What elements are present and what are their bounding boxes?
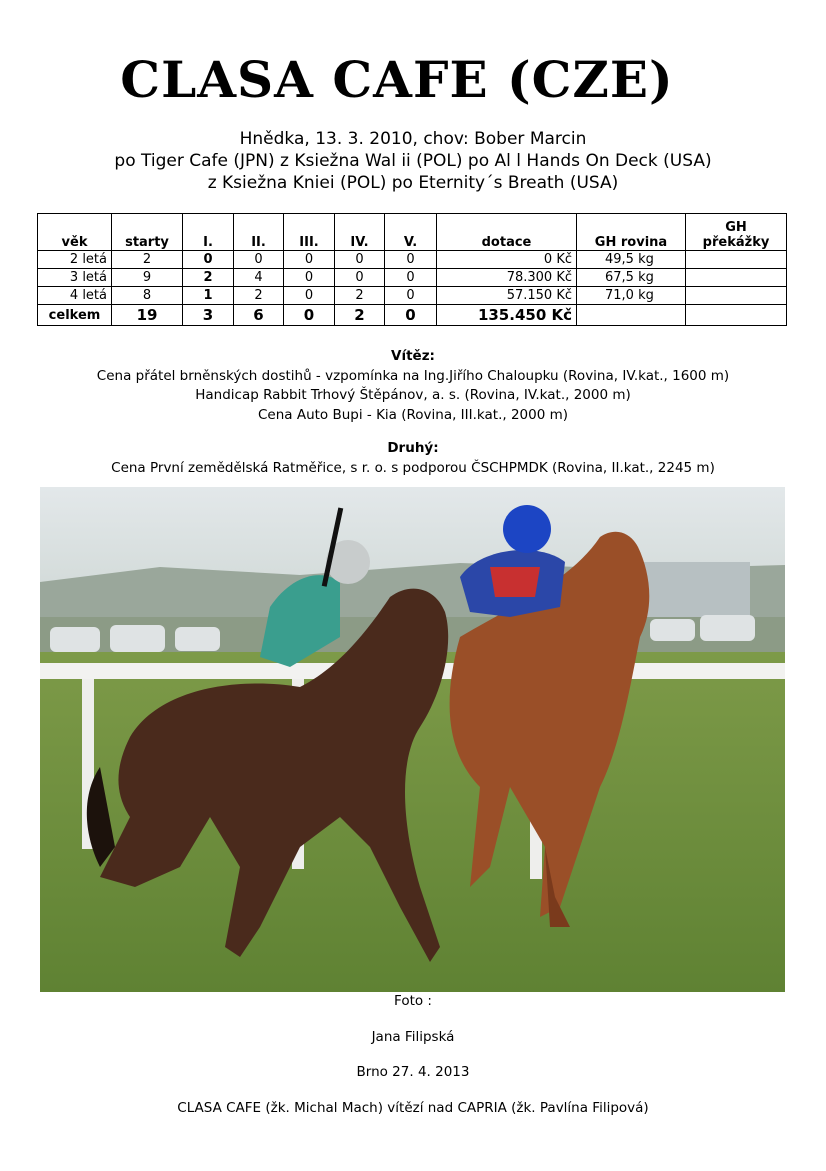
winner-heading: Vítěz: xyxy=(391,348,435,364)
photo-description: CLASA CAFE (žk. Michal Mach) vítězí nad CAPRIA (žk. Pavlína Filipová) xyxy=(177,1100,649,1116)
cell-first: 3 xyxy=(183,305,234,326)
col-first: I. xyxy=(183,214,234,251)
second-heading: Druhý: xyxy=(387,440,439,456)
cell-fifth: 0 xyxy=(385,251,437,269)
winner-race-3: Cena Auto Bupi - Kia (Rovina, III.kat., 2000 m) xyxy=(257,406,569,423)
col-second: II. xyxy=(234,214,284,251)
cell-fifth: 0 xyxy=(385,305,437,326)
cell-first: 1 xyxy=(183,287,234,305)
cell-gh-flat: 71,0 kg xyxy=(577,287,686,305)
winner-race-2: Handicap Rabbit Trhový Štěpánov, a. s. (Rovina, IV.kat., 2000 m) xyxy=(195,387,631,403)
cell-gh-jump xyxy=(686,251,787,269)
cell-starts: 2 xyxy=(112,251,183,269)
cell-gh-flat: 49,5 kg xyxy=(577,251,686,269)
cell-fourth: 2 xyxy=(335,287,385,305)
cell-fourth: 0 xyxy=(335,269,385,287)
col-age: věk xyxy=(38,214,112,251)
cell-second: 0 xyxy=(234,251,284,269)
cell-third: 0 xyxy=(284,269,335,287)
col-fourth: IV. xyxy=(335,214,385,251)
cell-gh-flat xyxy=(577,305,686,326)
photo-author: Jana Filipská xyxy=(371,1029,455,1045)
stats-total-row xyxy=(38,305,787,326)
cell-starts: 9 xyxy=(112,269,183,287)
cell-age: 2 letá xyxy=(38,251,112,269)
cell-gh-jump xyxy=(686,269,787,287)
cell-fourth: 0 xyxy=(335,251,385,269)
cell-age: 3 letá xyxy=(38,269,112,287)
col-prize: dotace xyxy=(437,214,577,251)
cell-gh-jump xyxy=(686,305,787,326)
cell-prize: 135.450 Kč xyxy=(437,305,577,326)
cell-second: 2 xyxy=(234,287,284,305)
cell-age: 4 letá xyxy=(38,287,112,305)
cell-gh-jump xyxy=(686,287,787,305)
stats-header-row xyxy=(38,214,787,251)
pedigree-line-1: Hnědka, 13. 3. 2010, chov: Bober Marcin xyxy=(239,129,587,149)
cell-first: 0 xyxy=(183,251,234,269)
table-row xyxy=(38,287,787,305)
cell-starts: 8 xyxy=(112,287,183,305)
stats-table xyxy=(37,213,787,326)
winner-race-1: Cena přátel brněnských dostihů - vzpomínka na Ing.Jiřího Chaloupku (Rovina, IV.kat., 1600 m) xyxy=(96,367,730,384)
cell-starts: 19 xyxy=(112,305,183,326)
pedigree-block xyxy=(0,128,826,194)
cell-prize: 0 Kč xyxy=(437,251,577,269)
cell-prize: 57.150 Kč xyxy=(437,287,577,305)
cell-third: 0 xyxy=(284,305,335,326)
cell-second: 6 xyxy=(234,305,284,326)
pedigree-line-2: po Tiger Cafe (JPN) z Ksiežna Wal ii (POL) po Al l Hands On Deck (USA) xyxy=(114,151,712,171)
caption-label: Foto : xyxy=(394,993,432,1009)
cell-second: 4 xyxy=(234,269,284,287)
race-photo xyxy=(40,487,785,992)
cell-fifth: 0 xyxy=(385,287,437,305)
table-row xyxy=(38,269,787,287)
cell-fifth: 0 xyxy=(385,269,437,287)
cell-third: 0 xyxy=(284,251,335,269)
col-gh-jump: GH překážky xyxy=(686,214,787,251)
col-starts: starty xyxy=(112,214,183,251)
cell-prize: 78.300 Kč xyxy=(437,269,577,287)
cell-first: 2 xyxy=(183,269,234,287)
cell-gh-flat: 67,5 kg xyxy=(577,269,686,287)
race-results xyxy=(0,347,826,478)
col-fifth: V. xyxy=(385,214,437,251)
col-third: III. xyxy=(284,214,335,251)
table-row xyxy=(38,251,787,269)
col-gh-flat: GH rovina xyxy=(577,214,686,251)
pedigree-line-3: z Ksiežna Kniei (POL) po Eternity´s Breath (USA) xyxy=(207,173,619,193)
second-race-1: Cena První zemědělská Ratměřice, s r. o. s podporou ČSCHPMDK (Rovina, II.kat., 2245 m) xyxy=(111,459,715,476)
cell-fourth: 2 xyxy=(335,305,385,326)
spacer xyxy=(0,425,826,439)
cell-third: 0 xyxy=(284,287,335,305)
horse-title: CLASA CAFE (CZE) xyxy=(120,50,674,109)
race-photo-illustration xyxy=(40,487,785,992)
photo-place-date: Brno 27. 4. 2013 xyxy=(356,1064,470,1080)
cell-age: celkem xyxy=(38,305,112,326)
